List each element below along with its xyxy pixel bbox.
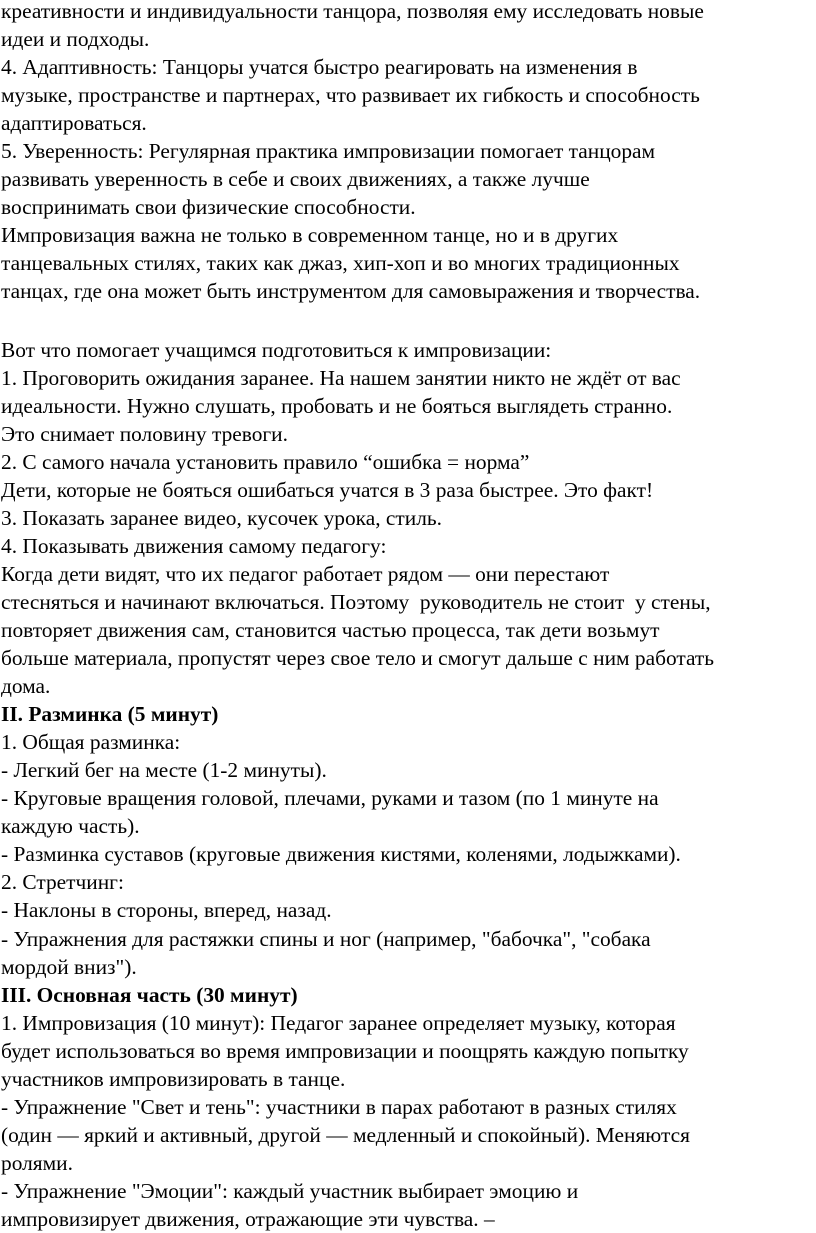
paragraph-warmup [1, 728, 816, 980]
text-line: Когда дети видят, что их педагог работает рядом — они перестают [1, 561, 610, 586]
text-line: дома. [1, 674, 51, 699]
text-line: каждую часть). [1, 814, 140, 839]
text-line: танцевальных стилях, таких как джаз, хип-хоп и во многих традиционных [1, 251, 680, 276]
text-line: больше материала, пропустят через свое тело и смогут дальше с ним работать [1, 646, 715, 671]
text-line: - Разминка суставов (круговые движения кистями, коленями, лодыжками). [1, 842, 681, 867]
text-line: 4. Показывать движения самому педагогу: [1, 533, 387, 558]
text-line: Импровизация важна не только в современном танце, но и в других [1, 223, 619, 248]
text-line: (один — яркий и активный, другой — медленный и спокойный). Меняются [1, 1122, 690, 1147]
text-line: 2. Стретчинг: [1, 870, 124, 895]
paragraph-main-part [1, 1009, 816, 1233]
text-line: - Упражнения для растяжки спины и ног (например, "бабочка", "собака [1, 926, 651, 951]
section-heading-main-part: III. Основная часть (30 минут) [1, 982, 298, 1007]
text-line: 2. С самого начала установить правило “ошибка = норма” [1, 449, 530, 474]
paragraph-preparation [1, 336, 816, 701]
text-line: развивать уверенность в себе и своих движениях, а также лучше [1, 167, 590, 192]
paragraph-gap [1, 306, 816, 336]
text-line: 1. Импровизация (10 минут): Педагог заранее определяет музыку, которая [1, 1010, 676, 1035]
text-line: Дети, которые не бояться ошибаться учатся в 3 раза быстрее. Это факт! [1, 477, 654, 502]
text-line: Это снимает половину тревоги. [1, 421, 288, 446]
text-line: будет использоваться во время импровизации и поощрять каждую попытку [1, 1038, 689, 1063]
text-line: ролями. [1, 1150, 73, 1175]
text-line: 4. Адаптивность: Танцоры учатся быстро реагировать на изменения в [1, 55, 638, 80]
text-line: музыке, пространстве и партнерах, что развивает их гибкость и способность [1, 83, 700, 108]
text-line: - Круговые вращения головой, плечами, руками и тазом (по 1 минуте на [1, 786, 659, 811]
text-line: 5. Уверенность: Регулярная практика импровизации помогает танцорам [1, 139, 656, 164]
text-line: участников импровизировать в танце. [1, 1066, 346, 1091]
text-line: - Наклоны в стороны, вперед, назад. [1, 898, 332, 923]
text-line: стесняться и начинают включаться. Поэтому руководитель не стоит у стены, [1, 589, 711, 614]
text-line: - Легкий бег на месте (1-2 минуты). [1, 758, 327, 783]
text-line: креативности и индивидуальности танцора, позволяя ему исследовать новые [1, 0, 704, 23]
text-line: танцах, где она может быть инструментом для самовыражения и творчества. [1, 279, 701, 304]
text-line: импровизирует движения, отражающие эти чувства. – [1, 1206, 495, 1231]
paragraph-improvisation-benefits [1, 0, 816, 306]
text-line: мордой вниз"). [1, 954, 137, 979]
text-line: 3. Показать заранее видео, кусочек урока, стиль. [1, 505, 442, 530]
section-heading-warmup: II. Разминка (5 минут) [1, 702, 219, 727]
text-line: идеи и подходы. [1, 27, 150, 52]
text-line: 1. Общая разминка: [1, 730, 181, 755]
text-line: - Упражнение "Эмоции": каждый участник выбирает эмоцию и [1, 1178, 579, 1203]
text-line: адаптироваться. [1, 111, 147, 136]
text-line: воспринимать свои физические способности. [1, 195, 416, 220]
text-line: идеальности. Нужно слушать, пробовать и не бояться выглядеть странно. [1, 393, 673, 418]
text-line: повторяет движения сам, становится частью процесса, так дети возьмут [1, 617, 660, 642]
text-line: - Упражнение "Свет и тень": участники в парах работают в разных стилях [1, 1094, 677, 1119]
text-line: 1. Проговорить ожидания заранее. На нашем занятии никто не ждёт от вас [1, 365, 681, 390]
text-line: Вот что помогает учащимся подготовиться к импровизации: [1, 337, 552, 362]
